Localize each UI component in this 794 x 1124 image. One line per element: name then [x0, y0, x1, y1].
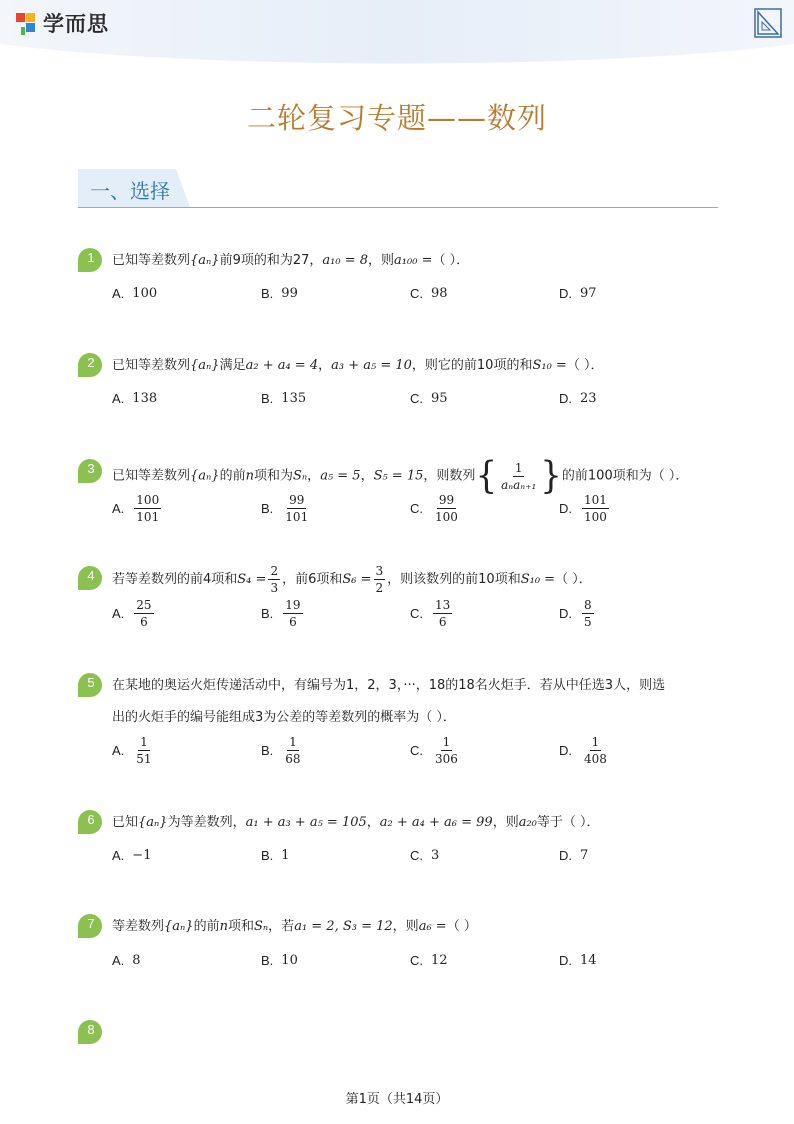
option-d[interactable]: D. 7	[559, 848, 589, 863]
question-5	[78, 673, 718, 773]
option-c[interactable]: C. 3	[410, 848, 440, 863]
option-a[interactable]: A. $\frac{1}{51}$	[112, 735, 152, 766]
question-number-badge: 3	[78, 459, 106, 483]
option-d[interactable]: D. $\frac{1}{408}$	[559, 735, 607, 766]
question-6	[78, 810, 718, 870]
question-stem: 已知等差数列{aₙ}的前n项和为Sₙ，a₅ = 5，S₅ = 15，则数列 { $\frac{1}{\text{aₙaₙ₊₁}}$ } 的前100项和为（ ）．	[112, 454, 689, 498]
option-a[interactable]: A. 8	[112, 953, 141, 968]
question-stem-line-2: 出的火炬手的编号能组成3为公差的等差数列的概率为（ ）．	[112, 710, 456, 725]
sequence-braces: { $\frac{1}{\text{aₙaₙ₊₁}}$ }	[475, 454, 562, 498]
question-number-badge: 1	[78, 248, 106, 272]
option-c[interactable]: C. 98	[410, 286, 448, 301]
question-stem: 已知等差数列{aₙ}满足a₂ + a₄ = 4，a₃ + a₅ = 10，则它的前10项的和S₁₀ =（ ）．	[112, 358, 604, 373]
option-b[interactable]: B. 135	[261, 391, 307, 406]
question-number-badge: 8	[78, 1020, 106, 1044]
question-stem-line-1: 在某地的奥运火炬传递活动中，有编号为1，2，3，···，18的18名火炬手．若从中任选3人，则选	[112, 678, 666, 693]
question-stem: 若等差数列的前4项和S₄ = $\frac{2}{3}$ ，前6项和S₆ = $\frac{3}{2}$ ，则该数列的前10项和S₁₀ =（ ）．	[112, 564, 592, 595]
question-stem: 已知{aₙ}为等差数列，a₁ + a₃ + a₅ = 105，a₂ + a₄ + a₆ = 99，则a₂₀等于（ ）．	[112, 815, 600, 830]
question-8	[78, 1020, 718, 1046]
option-a[interactable]: A. −1	[112, 848, 152, 863]
option-b[interactable]: B. $\frac{1}{68}$	[261, 735, 301, 766]
header-wave-background	[0, 0, 794, 70]
option-d[interactable]: D. $\frac{101}{100}$	[559, 493, 607, 524]
option-d[interactable]: D. 23	[559, 391, 597, 406]
question-number-badge: 6	[78, 810, 106, 834]
section-header	[78, 169, 718, 209]
brand-name: 学而思	[43, 12, 109, 36]
option-b[interactable]: B. 1	[261, 848, 290, 863]
option-c[interactable]: C. $\frac{13}{6}$	[410, 598, 451, 629]
question-number-badge: 7	[78, 914, 106, 938]
question-number-badge: 4	[78, 566, 106, 590]
option-c[interactable]: C. 95	[410, 391, 448, 406]
option-d[interactable]: D. 97	[559, 286, 597, 301]
option-d[interactable]: D. 14	[559, 953, 597, 968]
question-7	[78, 914, 718, 974]
page-title: 二轮复习专题——数列	[246, 101, 547, 135]
question-stem: 已知等差数列{aₙ}前9项的和为27，a₁₀ = 8，则a₁₀₀ =（ ）．	[112, 253, 470, 268]
option-a[interactable]: A. 138	[112, 391, 158, 406]
brand-logo	[16, 8, 109, 38]
brand-logo-icon	[16, 11, 38, 35]
question-4	[78, 566, 718, 636]
option-d[interactable]: D. $\frac{8}{5}$	[559, 598, 592, 629]
section-divider	[78, 207, 718, 208]
question-2	[78, 353, 718, 413]
question-number-badge: 5	[78, 673, 106, 697]
option-b[interactable]: B. $\frac{19}{6}$	[261, 598, 301, 629]
option-c[interactable]: C. 12	[410, 953, 448, 968]
question-stem: 等差数列{aₙ}的前n项和Sₙ，若a₁ = 2, S₃ = 12，则a₆ =（ ）	[112, 919, 477, 934]
question-3	[78, 454, 718, 529]
option-c[interactable]: C. $\frac{1}{306}$	[410, 735, 458, 766]
option-a[interactable]: A. 100	[112, 286, 158, 301]
option-b[interactable]: B. 10	[261, 953, 298, 968]
question-1	[78, 248, 718, 308]
option-b[interactable]: B. 99	[261, 286, 298, 301]
option-a[interactable]: A. $\frac{25}{6}$	[112, 598, 152, 629]
page-footer: 第1页（共14页）	[345, 1092, 449, 1107]
option-b[interactable]: B. $\frac{99}{101}$	[261, 493, 309, 524]
question-number-badge: 2	[78, 353, 106, 377]
section-label: 一、选择	[90, 179, 170, 203]
option-c[interactable]: C. $\frac{99}{100}$	[410, 493, 458, 524]
option-a[interactable]: A. $\frac{100}{101}$	[112, 493, 160, 524]
header-band	[0, 0, 794, 70]
